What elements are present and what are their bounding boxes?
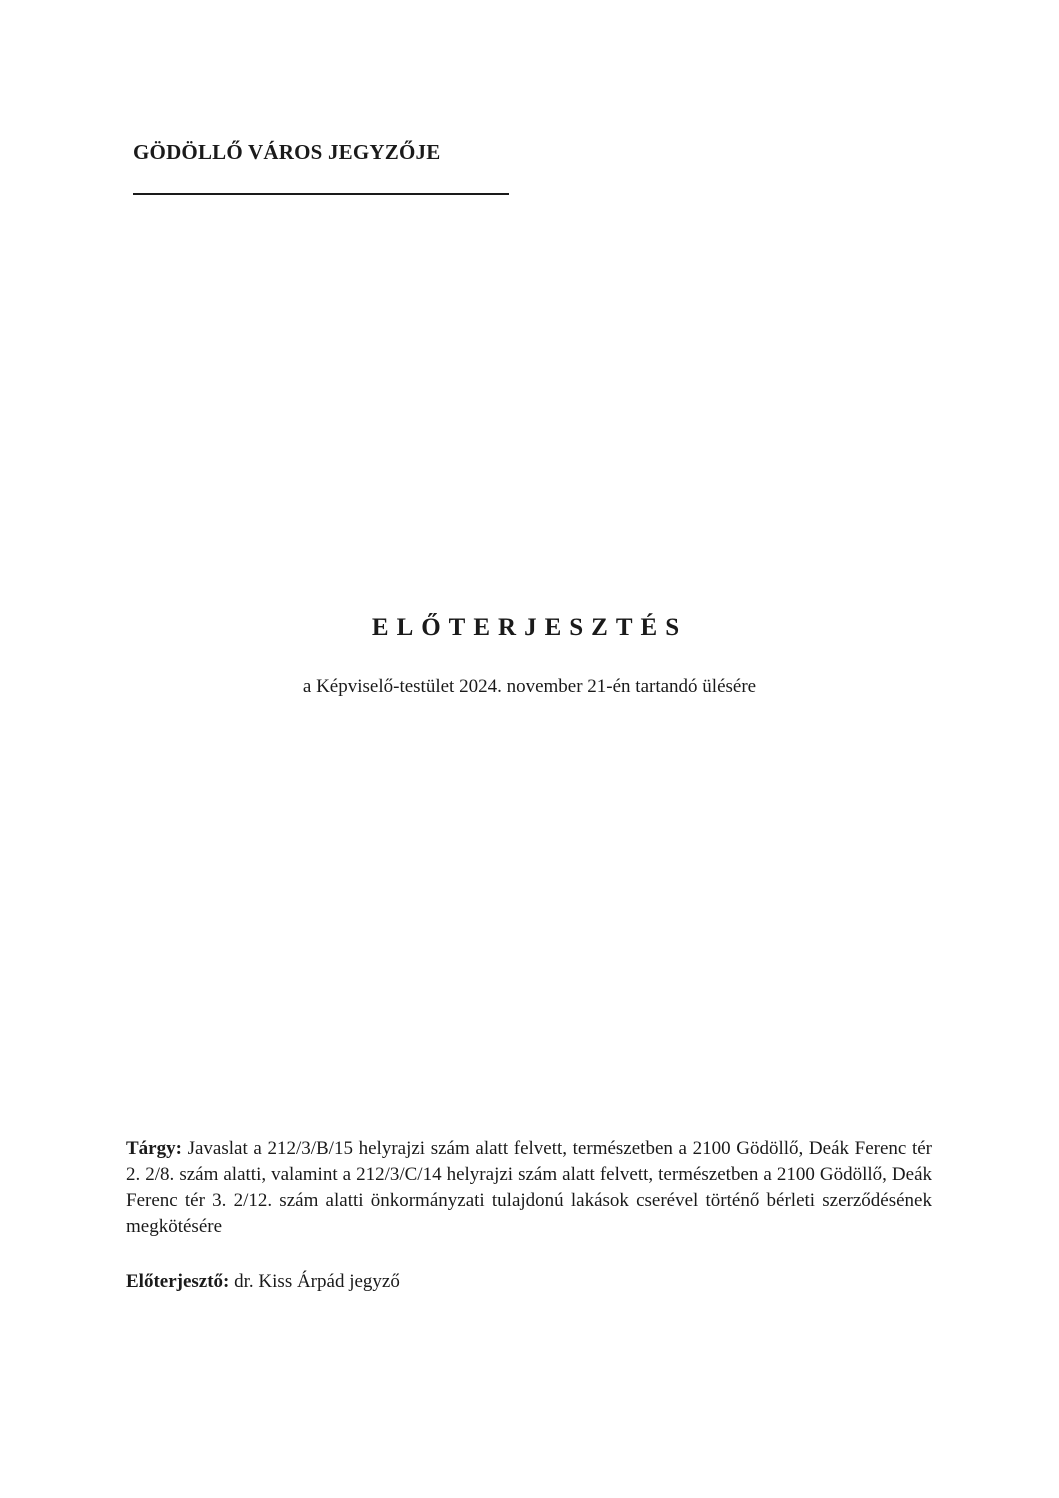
subject-label: Tárgy:: [126, 1138, 182, 1159]
presenter-name: dr. Kiss Árpád jegyző: [234, 1271, 400, 1292]
presenter-line: [126, 1271, 400, 1293]
document-title: ELŐTERJESZTÉS: [371, 614, 688, 641]
subject-paragraph: [126, 1136, 932, 1240]
presenter-label: Előterjesztő:: [126, 1271, 230, 1292]
subject-text: Javaslat a 212/3/B/15 helyrajzi szám alatt felvett, természetben a 2100 Gödöllő, Deák Ferenc tér 2. 2/8. szám alatti, valamint a 212/3/C/14 helyrajzi szám alatt felvett, természetben a 2100 Gödöllő, Deák Ferenc tér 3. 2/12. szám alatti önkormányzati tulajdonú lakások cserével történő bérleti szerződésének megkötésére: [126, 1138, 933, 1237]
issuer-heading: GÖDÖLLŐ VÁROS JEGYZŐJE: [133, 140, 441, 164]
document-subtitle: a Képviselő-testület 2024. november 21-én tartandó ülésére: [302, 676, 757, 697]
issuer-underline: [133, 193, 509, 195]
